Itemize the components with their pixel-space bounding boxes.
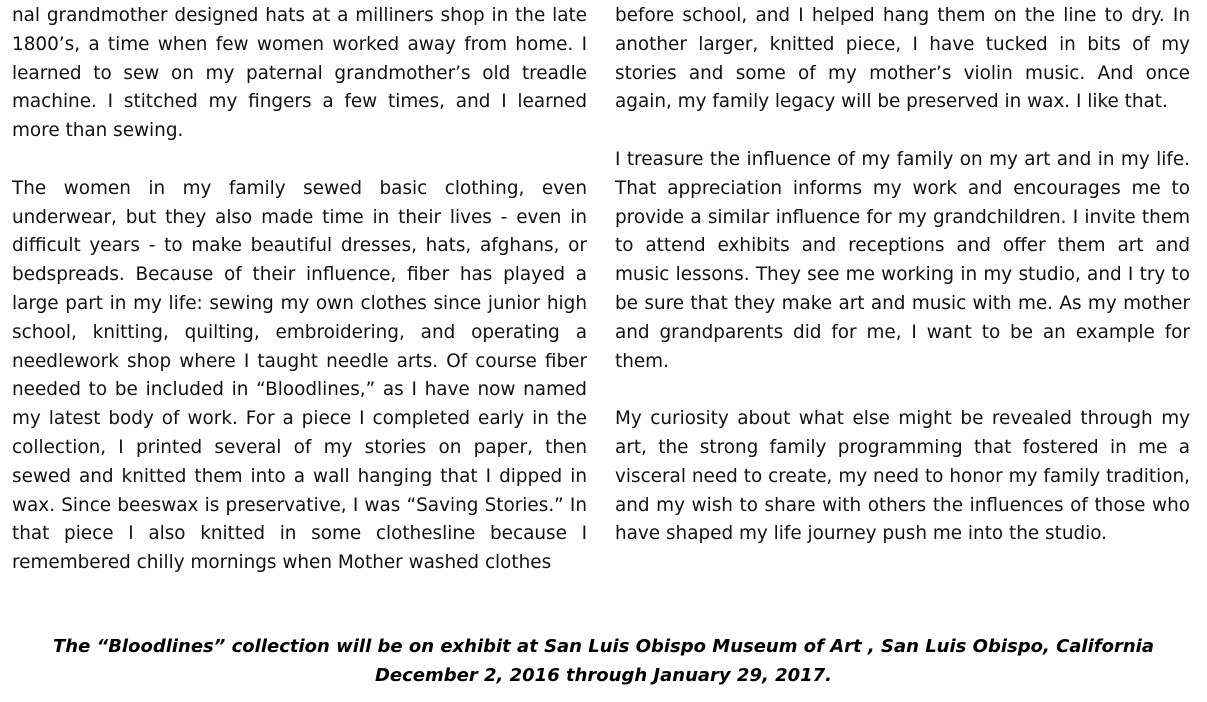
right-paragraph-1: before school, and I helped hang them on the line to dry. In another larger, knitted piece, I have tucked in bits of my stories and some of my mother’s violin music. And once again, my family legacy will be preserved in wax. I like that. — [615, 5, 1190, 113]
article-columns — [12, 2, 1190, 578]
right-paragraph-2: I treasure the influence of my family on my art and in my life. That appreciation informs my work and encourages me to provide a similar influence for my grandchildren. I invite them to attend exhibits and receptions and offer them art and music lessons. They see me working in my studio, and I try to be sure that they make art and music with me. As my mother and grandparents did for me, I want to be an example for them. — [615, 148, 1190, 372]
right-column — [615, 2, 1190, 578]
left-paragraph-2: The women in my family sewed basic clothing, even underwear, but they also made time in their lives - even in difficult years - to make beautiful dresses, hats, afghans, or bedspreads. Because of their influence, fiber has played a large part in my life: sewing my own clothes since junior high school, knitting, quilting, embroidering, and operating a needlework shop where I taught needle arts. Of course fiber needed to be included in “Bloodlines,” as I have now named my latest body of work. For a piece I completed early in the collection, I printed several of my stories on paper, then sewed and knitted them into a wall hanging that I dipped in wax. Since beeswax is preservative, I was “Saving Stories.” In that piece I also knitted in some clothesline because I remembered chilly mornings when Mother washed clothes — [12, 177, 587, 574]
right-paragraph-3: My curiosity about what else might be revealed through my art, the strong family programming that fostered in me a visceral need to create, my need to honor my family tradition, and my wish to share with others the influences of those who have shaped my life journey push me into the studio. — [615, 408, 1190, 545]
left-paragraph-1: nal grandmother designed hats at a milliners shop in the late 1800’s, a time when few women worked away from home. I learned to sew on my paternal grandmother’s old treadle machine. I stitched my fingers a few times, and I learned more than sewing. — [12, 5, 587, 142]
exhibit-notice — [0, 632, 1207, 690]
exhibit-notice-venue: The “Bloodlines” collection will be on exhibit at San Luis Obispo Museum of Art , San Luis Obispo, California — [53, 636, 1154, 657]
left-column — [12, 2, 587, 578]
exhibit-notice-dates: December 2, 2016 through January 29, 2017. — [374, 665, 833, 686]
